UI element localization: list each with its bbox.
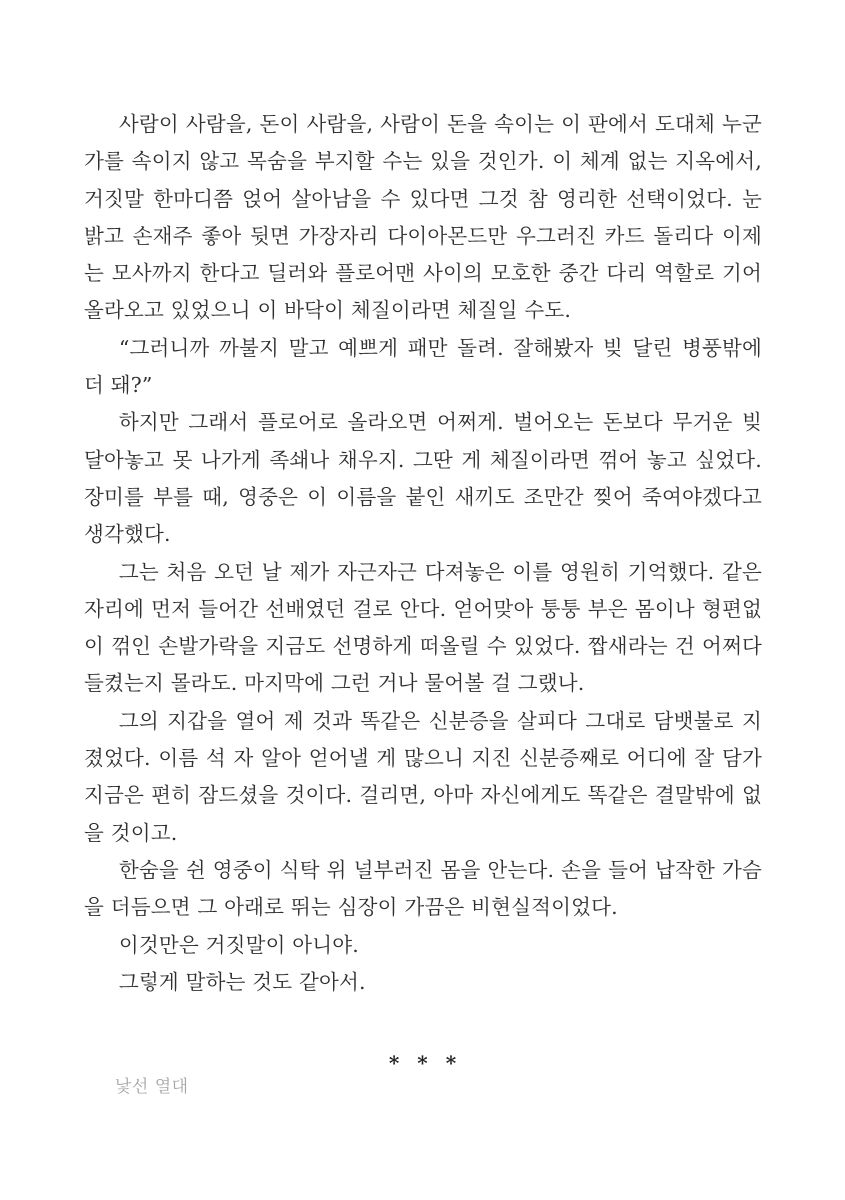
scene-break-asterisks: * * * <box>388 1051 458 1076</box>
paragraph-dialogue: “그러니까 까불지 말고 예쁘게 패만 돌려. 잘해봤자 빚 달린 병풍밖에 더 돼?” <box>84 335 762 398</box>
paragraph: 한숨을 쉰 영중이 식탁 위 널부러진 몸을 안는다. 손을 들어 납작한 가슴을 더듬으면 그 아래로 뛰는 심장이 가끔은 비현실적이었다. <box>84 857 762 920</box>
paragraph: 그의 지갑을 열어 제 것과 똑같은 신분증을 살피다 그대로 담뱃불로 지졌었다. 이름 석 자 알아 얻어낼 게 많으니 지진 신분증째로 어디에 잘 담가 지금은 편히 잠드셨을 것이다. 걸리면, 아마 자신에게도 똑같은 결말밖에 없을 것이고. <box>84 708 762 845</box>
page-footer <box>115 1072 189 1097</box>
paragraph: 사람이 사람을, 돈이 사람을, 사람이 돈을 속이는 이 판에서 도대체 누군가를 속이지 않고 목숨을 부지할 수는 있을 것인가. 이 체계 없는 지옥에서, 거짓말 한마디쯤 얹어 살아남을 수 있다면 그것 참 영리한 선택이었다. 눈 밝고 손재주 좋아 뒷면 가장자리 다이아몬드만 우그러진 카드 돌리다 이제는 모사까지 한다고 딜러와 플로어맨 사이의 모호한 중간 다리 역할로 기어 올라오고 있었으니 이 바닥이 체질이라면 체질일 수도. <box>84 112 762 323</box>
book-title: 낯선 열대 <box>115 1077 189 1097</box>
paragraph: 이것만은 거짓말이 아니야. <box>118 932 360 957</box>
paragraph: 하지만 그래서 플로어로 올라오면 어쩌게. 벌어오는 돈보다 무거운 빚 달아놓고 못 나가게 족쇄나 채우지. 그딴 게 체질이라면 꺾어 놓고 싶었다. 장미를 부를 때, 영중은 이 이름을 붙인 새끼도 조만간 찢어 죽여야겠다고 생각했다. <box>84 410 762 547</box>
paragraph: 그는 처음 오던 날 제가 자근자근 다져놓은 이를 영원히 기억했다. 같은 자리에 먼저 들어간 선배였던 걸로 안다. 얻어맞아 퉁퉁 부은 몸이나 형편없이 꺾인 손발가락을 지금도 선명하게 떠올릴 수 있었다. 짭새라는 건 어쩌다 들켰는지 몰라도. 마지막에 그런 거나 물어볼 걸 그랬나. <box>84 559 762 696</box>
paragraph: 그렇게 말하는 것도 같아서. <box>118 969 366 994</box>
page-text <box>84 106 762 1082</box>
